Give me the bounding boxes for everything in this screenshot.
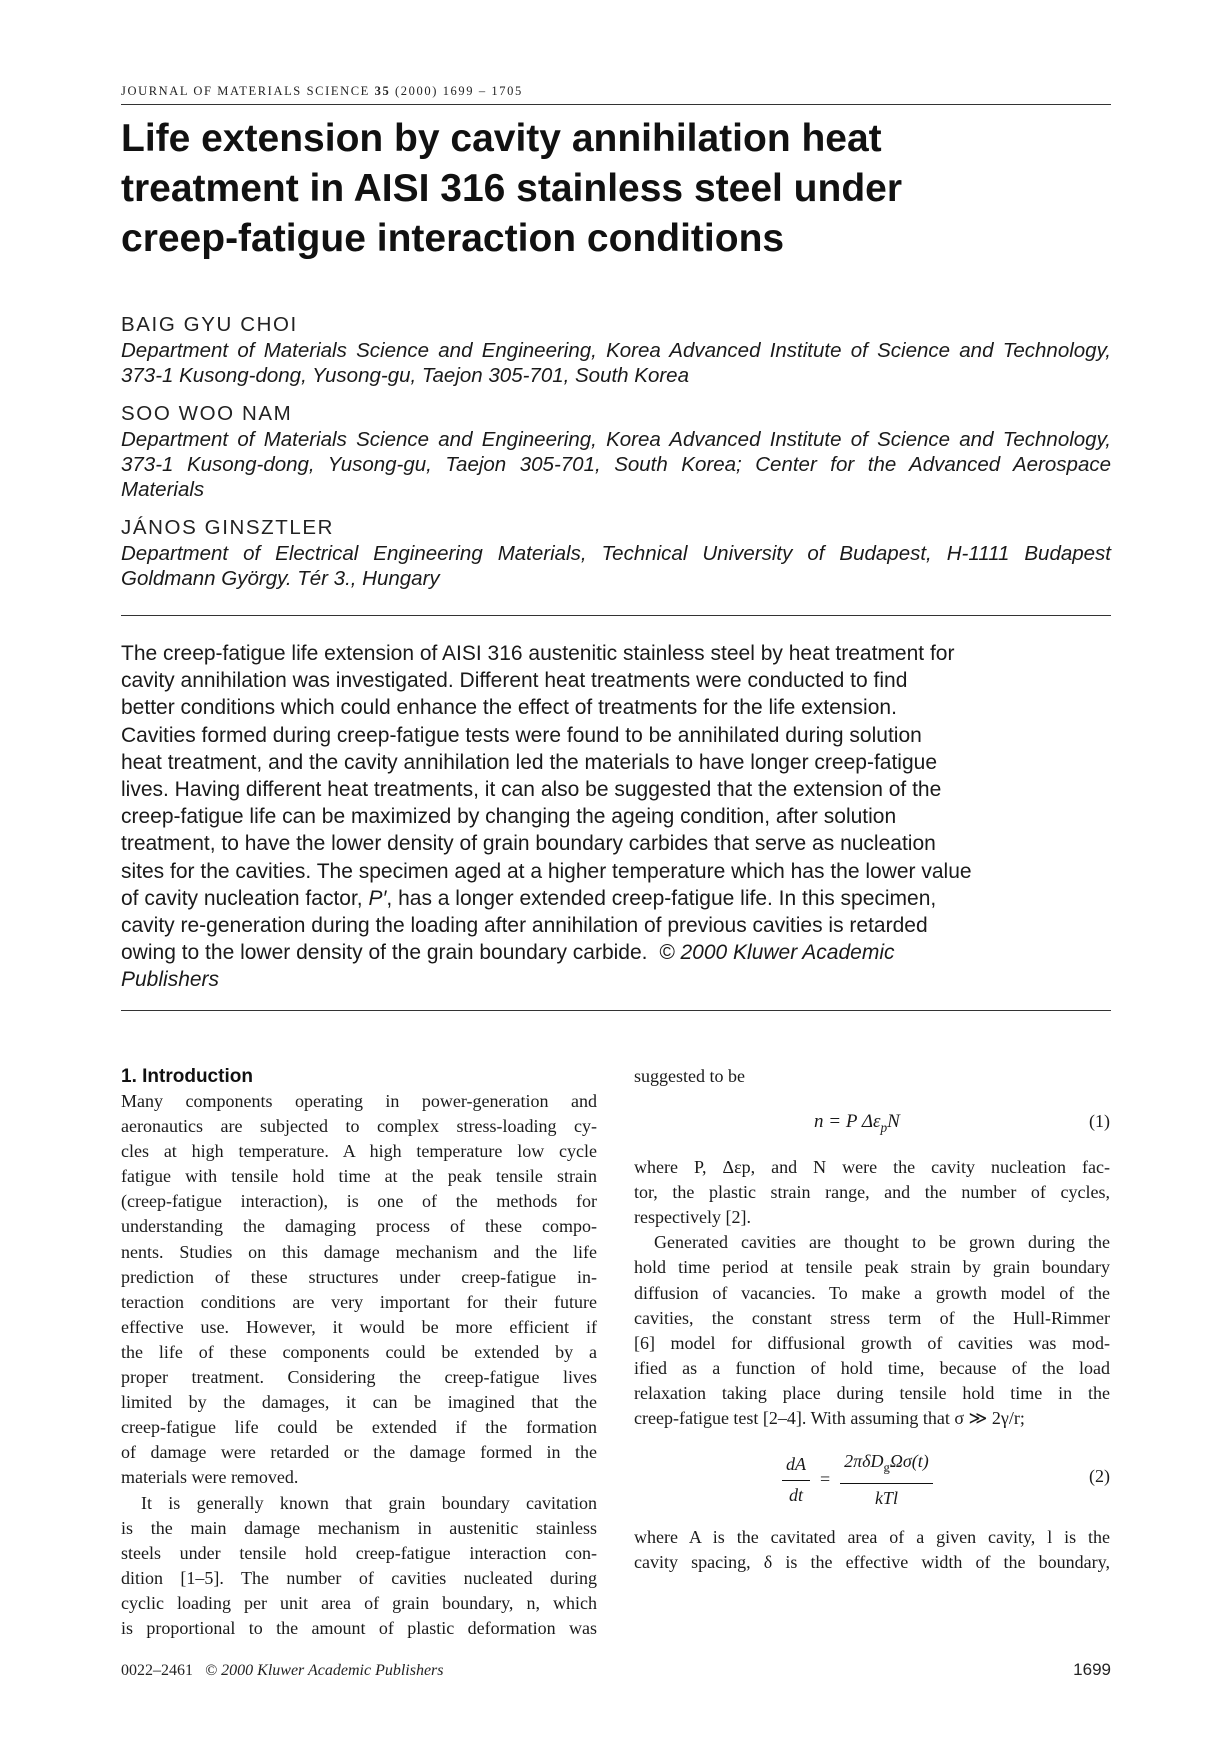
- text-line: steels under tensile hold creep-fatigue interaction con-: [121, 1542, 597, 1563]
- text-line: cles at high temperature. A high temperature low cycle: [121, 1141, 597, 1162]
- equation-1-tail: N: [887, 1111, 900, 1133]
- intro-paragraph-2: [121, 1491, 597, 1642]
- equation-1-number: (1): [1089, 1111, 1110, 1132]
- journal-name: JOURNAL OF MATERIALS SCIENCE: [121, 84, 370, 98]
- left-column: [121, 1064, 597, 1641]
- text-line: ified as a function of hold time, because of the load: [634, 1357, 1110, 1378]
- text-line: is proportional to the amount of plastic deformation was: [121, 1617, 597, 1638]
- abstract-line: [121, 885, 1111, 912]
- rhs-numerator-subscript: g: [883, 1460, 890, 1475]
- author-name: BAIG GYU CHOI: [121, 313, 298, 336]
- equation-2-number: (2): [1089, 1466, 1110, 1487]
- lhs-denominator-text: dt: [788, 1484, 803, 1505]
- text-line: limited by the damages, it can be imagined that the: [121, 1392, 597, 1413]
- equation-2: [634, 1431, 1110, 1525]
- running-head: [121, 84, 1111, 99]
- section-heading: 1. Introduction: [121, 1066, 253, 1087]
- title-line: Life extension by cavity annihilation heat: [121, 117, 882, 160]
- text-line: dition [1–5]. The number of cavities nucleated during: [121, 1567, 597, 1588]
- text-line: tor, the plastic strain range, and the number of cycles,: [634, 1182, 1110, 1203]
- author-block: [121, 401, 1111, 502]
- where-paragraph-1: [634, 1155, 1110, 1230]
- right-column: [634, 1064, 1110, 1575]
- equation-1-body: [814, 1109, 900, 1140]
- rhs-denominator: [871, 1484, 902, 1511]
- footer-copyright: © 2000 Kluwer Academic Publishers: [205, 1662, 444, 1679]
- abstract-line: cavity re-generation during the loading after annihilation of previous cavities is retarded: [121, 914, 928, 938]
- abstract-line: better conditions which could enhance the effect of treatments for the life extension.: [121, 696, 897, 720]
- text-line: hold time period at tensile peak strain by grain boundary: [634, 1257, 1110, 1278]
- title-line: creep-fatigue interaction conditions: [121, 217, 785, 260]
- equation-2-body: [782, 1449, 933, 1511]
- text-line: understanding the damaging process of these compo-: [121, 1216, 597, 1237]
- rhs-numerator: [840, 1449, 933, 1484]
- text-line: where P, Δεp, and N were the cavity nucleation fac-: [634, 1157, 1110, 1178]
- text-line: proper treatment. Considering the creep-fatigue lives: [121, 1367, 597, 1388]
- paper-title: [121, 114, 1111, 264]
- text-line: suggested to be: [634, 1066, 745, 1086]
- intro-paragraph-1: [121, 1089, 597, 1491]
- rhs-numerator-text: 2πδD: [844, 1451, 884, 1472]
- text-line: relaxation taking place during tensile hold time in the: [634, 1382, 1110, 1403]
- rhs-numerator-tail: Ωσ(t): [889, 1451, 929, 1472]
- text-line: nents. Studies on this damage mechanism and the life: [121, 1241, 597, 1262]
- growth-paragraph: [634, 1230, 1110, 1431]
- text-line: effective use. However, it would be more efficient if: [121, 1316, 597, 1337]
- equation-1-text: n = P Δε: [814, 1111, 881, 1133]
- text-line: creep-fatigue test [2–4]. With assuming that σ ≫ 2γ/r;: [634, 1408, 1025, 1429]
- text-line: diffusion of vacancies. To make a growth model of the: [634, 1282, 1110, 1303]
- author-name: JÁNOS GINSZTLER: [121, 516, 335, 539]
- text-line: cavity spacing, δ is the effective width of the boundary,: [634, 1552, 1110, 1573]
- text-line: creep-fatigue life could be extended if the formation: [121, 1417, 597, 1438]
- abstract-bottom-rule: [121, 1010, 1111, 1011]
- author-block: [121, 312, 1111, 388]
- author-affiliation: Department of Materials Science and Engineering, Korea Advanced Institute of Science and Technology, 373-1 Kusong-dong, Yusong-gu, Taejon 305-701, South Korea: [121, 339, 1111, 387]
- where-paragraph-2: [634, 1525, 1110, 1575]
- author-affiliation: Department of Electrical Engineering Materials, Technical University of Budapest, H-1111 Budapest Goldmann György. Tér 3., Hungary: [121, 542, 1111, 590]
- text-line: fatigue with tensile hold time at the peak tensile strain: [121, 1166, 597, 1187]
- title-line: treatment in AISI 316 stainless steel under: [121, 167, 903, 210]
- journal-year-pages: (2000) 1699 – 1705: [395, 84, 523, 98]
- author-block: [121, 515, 1111, 591]
- text-line: materials were removed.: [121, 1467, 299, 1488]
- abstract-copyright: © 2000 Kluwer Academic: [659, 941, 895, 965]
- lhs-denominator: [785, 1481, 807, 1508]
- lhs-numerator-text: dA: [786, 1454, 806, 1475]
- text-line: of damage were retarded or the damage formed in the: [121, 1442, 597, 1463]
- abstract-publisher: Publishers: [121, 968, 220, 992]
- header-rule: [121, 104, 1111, 105]
- text-line: Generated cavities are thought to be grown during the: [654, 1232, 1110, 1253]
- nucleation-factor-symbol: P′: [368, 886, 387, 910]
- abstract-line: lives. Having different heat treatments, it can also be suggested that the extension of the: [121, 778, 942, 802]
- rhs-denominator-text: kTl: [874, 1487, 898, 1508]
- text-line: cavities, the constant stress term of the Hull-Rimmer: [634, 1307, 1110, 1328]
- equation-1: [634, 1089, 1110, 1155]
- abstract-text: of cavity nucleation factor,: [121, 886, 369, 910]
- lhs-numerator: [782, 1452, 810, 1480]
- author-affiliation: Department of Materials Science and Engineering, Korea Advanced Institute of Science and Technology, 373-1 Kusong-dong, Yusong-gu, Taejon 305-701, South Korea; Center for the Advanced Aerospace Materials: [121, 428, 1111, 501]
- text-line: is the main damage mechanism in austenitic stainless: [121, 1517, 597, 1538]
- journal-volume: 35: [374, 84, 391, 98]
- text-line: Many components operating in power-generation and: [121, 1091, 597, 1111]
- abstract-line: [121, 939, 1111, 966]
- text-line: (creep-fatigue interaction), is one of the methods for: [121, 1191, 597, 1212]
- equation-2-rhs: [840, 1449, 933, 1511]
- abstract-line: Cavities formed during creep-fatigue tests were found to be annihilated during solution: [121, 723, 922, 747]
- abstract-top-rule: [121, 615, 1111, 616]
- author-name: SOO WOO NAM: [121, 402, 293, 425]
- abstract-line: cavity annihilation was investigated. Different heat treatments were conducted to find: [121, 669, 908, 693]
- abstract-line: heat treatment, and the cavity annihilation led the materials to have longer creep-fatigue: [121, 750, 937, 774]
- text-line: the life of these components could be extended by a: [121, 1341, 597, 1362]
- abstract-line: creep-fatigue life can be maximized by changing the ageing condition, after solution: [121, 805, 897, 829]
- page-number: 1699: [1073, 1660, 1111, 1679]
- abstract-line: The creep-fatigue life extension of AISI 316 austenitic stainless steel by heat treatment for: [121, 642, 955, 665]
- abstract-line: treatment, to have the lower density of grain boundary carbides that serve as nucleation: [121, 832, 936, 856]
- abstract-line: sites for the cavities. The specimen aged at a higher temperature which has the lower value: [121, 859, 972, 883]
- equation-1-subscript: p: [880, 1119, 888, 1135]
- equals-sign: =: [820, 1469, 831, 1490]
- text-line: It is generally known that grain boundary cavitation: [141, 1492, 597, 1513]
- issn: 0022–2461: [121, 1662, 193, 1679]
- text-line: aeronautics are subjected to complex stress-loading cy-: [121, 1116, 597, 1137]
- text-line: teraction conditions are very important for their future: [121, 1291, 597, 1312]
- text-line: [6] model for diffusional growth of cavities was mod-: [634, 1332, 1110, 1353]
- text-line: respectively [2].: [634, 1207, 751, 1228]
- abstract-text: owing to the lower density of the grain boundary carbide.: [121, 941, 648, 965]
- equation-2-lhs: [782, 1452, 810, 1507]
- footer-left: [121, 1662, 444, 1680]
- text-line: cyclic loading per unit area of grain boundary, n, which: [121, 1592, 597, 1613]
- abstract-text: , has a longer extended creep-fatigue life. In this specimen,: [386, 886, 937, 910]
- text-line: where A is the cavitated area of a given cavity, l is the: [634, 1527, 1110, 1548]
- abstract: [121, 640, 1111, 994]
- text-line: prediction of these structures under creep-fatigue in-: [121, 1266, 597, 1287]
- abstract-line: [121, 966, 1111, 993]
- author-list: [121, 312, 1111, 604]
